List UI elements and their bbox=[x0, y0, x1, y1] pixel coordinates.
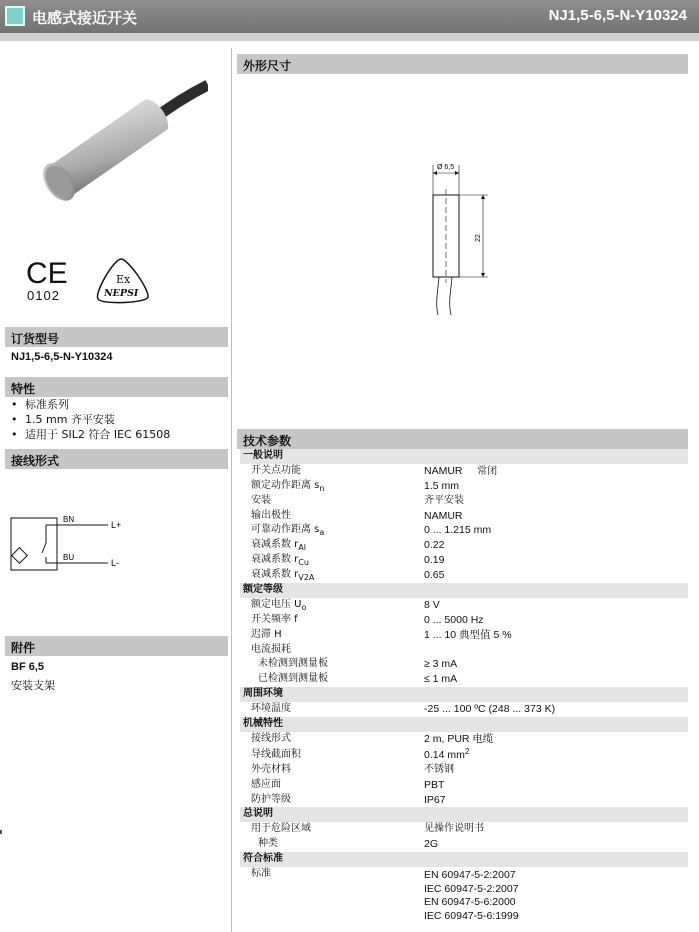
row-value: IP67 bbox=[424, 793, 446, 806]
feature-item: • 1.5 mm 齐平安装 bbox=[11, 412, 170, 427]
dimension-drawing bbox=[400, 155, 510, 320]
row-value: 1.5 mm bbox=[424, 479, 460, 492]
terminal-minus-label: L- bbox=[111, 558, 120, 568]
row-label: 额定动作距离 $s_n$ bbox=[251, 479, 325, 493]
row-label: 接线形式 bbox=[251, 732, 291, 744]
group-general: 一般说明 bbox=[240, 449, 688, 464]
product-photo bbox=[28, 55, 208, 215]
table-row bbox=[240, 628, 688, 643]
table-row bbox=[240, 464, 688, 479]
row-value bbox=[424, 464, 497, 480]
row-label: 衰减系数 $r_{Cu}$ bbox=[251, 554, 309, 568]
row-value: 不锈钢 bbox=[424, 763, 454, 775]
standard-item: EN 60947-5-2:2007 bbox=[424, 869, 516, 882]
table-row bbox=[240, 538, 688, 553]
table-row bbox=[240, 702, 688, 717]
row-label: 开关点功能 bbox=[251, 464, 301, 476]
row-value: 0.19 bbox=[424, 554, 445, 567]
row-label: 额定电压 $U_o$ bbox=[251, 598, 307, 612]
table-row bbox=[240, 763, 688, 778]
table-row bbox=[240, 793, 688, 808]
table-row bbox=[240, 479, 688, 494]
table-row bbox=[240, 553, 688, 568]
table-row bbox=[240, 657, 688, 672]
standards-list bbox=[424, 869, 519, 923]
table-row bbox=[240, 778, 688, 793]
page-title: 电感式接近开关 bbox=[32, 9, 138, 27]
section-accessories: 附件 bbox=[5, 636, 228, 656]
length-label: 22 bbox=[475, 234, 482, 242]
table-row bbox=[240, 598, 688, 613]
terminal-plus-label: L+ bbox=[111, 520, 122, 530]
row-label: 输出极性 bbox=[251, 509, 291, 521]
row-value: 0.14 $mm^2$ bbox=[424, 746, 470, 761]
row-label: 衰减系数 $r_{Al}$ bbox=[251, 539, 306, 553]
table-row bbox=[240, 613, 688, 628]
row-value: 0 ... 5000 Hz bbox=[424, 613, 484, 626]
tech-table bbox=[240, 449, 688, 925]
row-value: 8 V bbox=[424, 598, 440, 611]
table-row bbox=[240, 568, 688, 583]
ce-mark: CE bbox=[26, 257, 68, 290]
row-value: ≤ 1 mA bbox=[424, 673, 458, 686]
row-label: 已检测到测量板 bbox=[258, 673, 328, 685]
feature-item: • 适用于 SIL2 符合 IEC 61508 bbox=[11, 427, 170, 442]
row-value: NAMUR bbox=[424, 509, 463, 522]
section-features: 特性 bbox=[5, 377, 228, 397]
nepsi-mark: NEPSI bbox=[104, 288, 139, 299]
standard-item: EN 60947-5-6:2000 bbox=[424, 896, 516, 909]
row-label: 外壳材料 bbox=[251, 763, 291, 775]
row-label: 开关频率 f bbox=[251, 613, 298, 625]
table-row bbox=[240, 747, 688, 763]
row-value: ≥ 3 mA bbox=[424, 658, 458, 671]
row-value: 齐平安装 bbox=[424, 494, 464, 506]
table-row bbox=[240, 643, 688, 658]
row-label: 感应面 bbox=[251, 778, 281, 790]
row-label: 标准 bbox=[251, 868, 271, 880]
row-label: 电流损耗 bbox=[251, 643, 291, 655]
row-value: 0.65 bbox=[424, 569, 445, 582]
row-label: 环境温度 bbox=[251, 703, 291, 715]
group-ratings: 额定等级 bbox=[240, 583, 688, 598]
feature-item: • 标准系列 bbox=[11, 397, 170, 412]
wire-bu-label: BU bbox=[63, 553, 75, 562]
order-number: NJ1,5-6,5-N-Y10324 bbox=[11, 351, 113, 363]
row-value: 2 m, PUR 电缆 bbox=[424, 732, 494, 745]
group-general-info: 总说明 bbox=[240, 807, 688, 822]
accessory-desc: 安装支架 bbox=[11, 679, 55, 692]
row-value: PBT bbox=[424, 778, 445, 791]
row-label: 可靠动作距离 $s_a$ bbox=[251, 524, 325, 538]
row-value: 见操作说明书 bbox=[424, 823, 484, 835]
wire-bn-label: BN bbox=[63, 515, 75, 524]
model-number: NJ1,5-6,5-N-Y10324 bbox=[548, 7, 687, 24]
table-row bbox=[240, 867, 688, 925]
row-value: 0 ... 1.215 mm bbox=[424, 524, 492, 537]
header-bar bbox=[0, 0, 699, 33]
value-extra: 常闭 bbox=[477, 465, 498, 477]
row-label: 安装 bbox=[251, 494, 271, 506]
column-divider bbox=[231, 48, 232, 932]
row-value: -25 ... 100 ºC (248 ... 373 K) bbox=[424, 703, 556, 716]
group-compliance: 符合标准 bbox=[240, 852, 688, 867]
ex-mark: Ex bbox=[116, 273, 131, 286]
row-label: 防护等级 bbox=[251, 793, 291, 805]
row-label: 种类 bbox=[258, 838, 278, 850]
diameter-label: Ø 6,5 bbox=[437, 164, 455, 171]
row-value: 0.22 bbox=[424, 539, 445, 552]
table-row bbox=[240, 732, 688, 747]
table-row bbox=[240, 494, 688, 509]
table-row bbox=[240, 837, 688, 852]
feature-list bbox=[11, 397, 170, 442]
accessory-name: BF 6,5 bbox=[11, 661, 45, 673]
standard-item: IEC 60947-5-2:2007 bbox=[424, 882, 519, 895]
table-row bbox=[240, 523, 688, 538]
row-label: 迟滞 H bbox=[251, 628, 282, 640]
table-row bbox=[240, 509, 688, 524]
group-mechanical: 机械特性 bbox=[240, 717, 688, 732]
table-row bbox=[240, 672, 688, 687]
certification-marks bbox=[20, 255, 170, 315]
header-subbar bbox=[0, 33, 699, 41]
section-order: 订货型号 bbox=[5, 327, 228, 347]
row-label: 未检测到测量板 bbox=[258, 658, 328, 670]
section-tech: 技术参数 bbox=[237, 429, 688, 449]
table-row bbox=[240, 822, 688, 837]
margin-tick bbox=[0, 830, 2, 834]
section-wiring: 接线形式 bbox=[5, 449, 228, 469]
value-main: NAMUR bbox=[424, 464, 463, 477]
standard-item: IEC 60947-5-6:1999 bbox=[424, 909, 519, 922]
row-label: 用于危险区域 bbox=[251, 823, 311, 835]
group-ambient: 周围环境 bbox=[240, 687, 688, 702]
wiring-diagram bbox=[8, 505, 158, 580]
row-label: 导线截面积 bbox=[251, 748, 301, 760]
ce-number: 0102 bbox=[27, 288, 60, 303]
row-value: 2G bbox=[424, 838, 439, 851]
section-dimensions: 外形尺寸 bbox=[237, 54, 688, 74]
brand-square-icon bbox=[5, 6, 25, 26]
row-value: 1 ... 10 典型值 5 % bbox=[424, 628, 512, 641]
row-label: 衰减系数 $r_{V2A}$ bbox=[251, 569, 315, 583]
